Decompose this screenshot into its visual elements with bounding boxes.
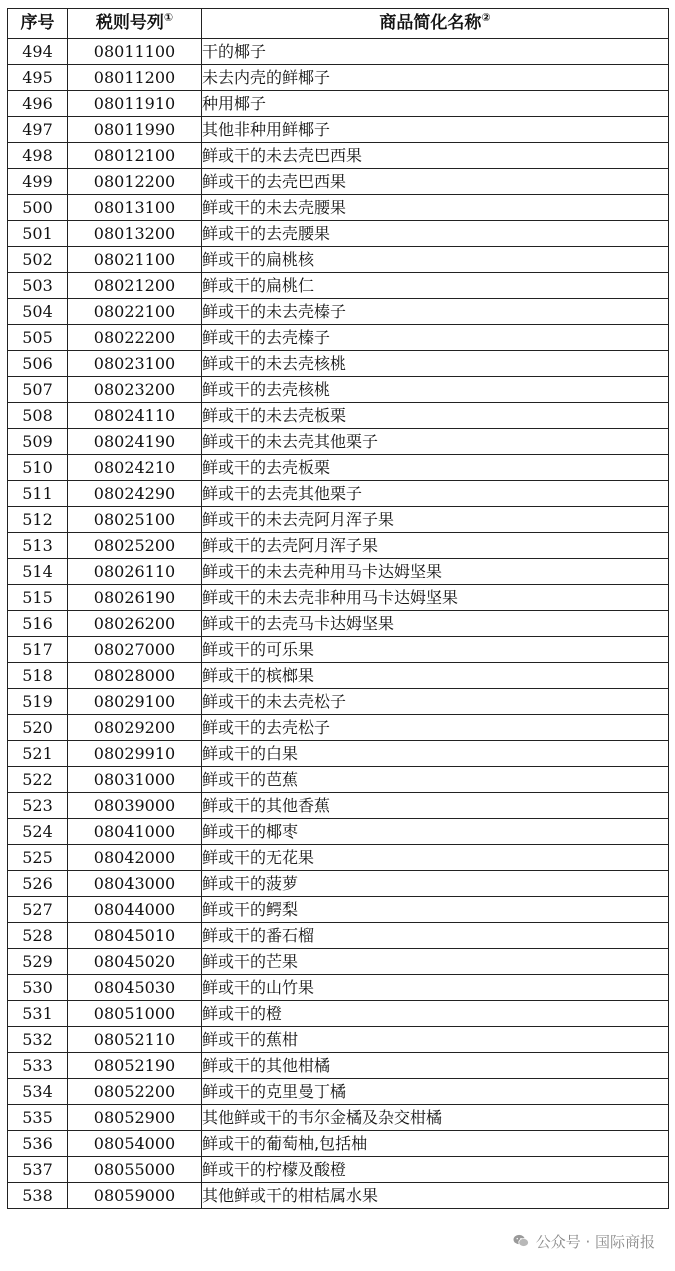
table-row	[8, 1001, 669, 1027]
table-row	[8, 195, 669, 221]
table-row	[8, 949, 669, 975]
row-name-cell: 鲜或干的未去壳榛子	[202, 299, 669, 325]
row-index-cell: 525	[8, 845, 68, 871]
row-code-cell: 08051000	[68, 1001, 202, 1027]
row-code-cell: 08021200	[68, 273, 202, 299]
table-row	[8, 403, 669, 429]
row-index-cell: 509	[8, 429, 68, 455]
row-code-cell: 08025200	[68, 533, 202, 559]
row-code-cell: 08024290	[68, 481, 202, 507]
row-index-cell: 534	[8, 1079, 68, 1105]
row-code-cell: 08052110	[68, 1027, 202, 1053]
watermark-text: 公众号 · 国际商报	[535, 1232, 655, 1251]
row-name-cell: 鲜或干的去壳板栗	[202, 455, 669, 481]
row-name-cell: 鲜或干的扁桃仁	[202, 273, 669, 299]
table-row	[8, 91, 669, 117]
row-name-cell: 种用椰子	[202, 91, 669, 117]
row-index-cell: 511	[8, 481, 68, 507]
row-code-cell: 08011990	[68, 117, 202, 143]
row-name-cell: 鲜或干的去壳马卡达姆坚果	[202, 611, 669, 637]
table-row	[8, 663, 669, 689]
header-code	[68, 9, 202, 39]
table-row	[8, 611, 669, 637]
row-index-cell: 531	[8, 1001, 68, 1027]
table-row	[8, 637, 669, 663]
row-index-cell: 515	[8, 585, 68, 611]
row-code-cell: 08028000	[68, 663, 202, 689]
document-page	[7, 8, 668, 1209]
table-row	[8, 377, 669, 403]
table-row	[8, 481, 669, 507]
row-index-cell: 535	[8, 1105, 68, 1131]
header-name-footnote: ②	[481, 11, 491, 24]
row-name-cell: 鲜或干的去壳阿月浑子果	[202, 533, 669, 559]
row-code-cell: 08011100	[68, 39, 202, 65]
row-name-cell: 鲜或干的扁桃核	[202, 247, 669, 273]
row-index-cell: 536	[8, 1131, 68, 1157]
table-body	[8, 39, 669, 1209]
table-row	[8, 455, 669, 481]
table-row	[8, 65, 669, 91]
row-code-cell: 08023100	[68, 351, 202, 377]
row-index-cell: 495	[8, 65, 68, 91]
row-index-cell: 506	[8, 351, 68, 377]
table-row	[8, 793, 669, 819]
row-code-cell: 08029200	[68, 715, 202, 741]
table-row	[8, 325, 669, 351]
row-index-cell: 517	[8, 637, 68, 663]
row-name-cell: 鲜或干的去壳巴西果	[202, 169, 669, 195]
row-index-cell: 529	[8, 949, 68, 975]
table-row	[8, 819, 669, 845]
row-name-cell: 鲜或干的番石榴	[202, 923, 669, 949]
row-code-cell: 08012200	[68, 169, 202, 195]
header-index	[8, 9, 68, 39]
row-index-cell: 507	[8, 377, 68, 403]
row-index-cell: 494	[8, 39, 68, 65]
row-index-cell: 513	[8, 533, 68, 559]
row-code-cell: 08044000	[68, 897, 202, 923]
table-row	[8, 689, 669, 715]
row-index-cell: 512	[8, 507, 68, 533]
row-name-cell: 鲜或干的去壳其他栗子	[202, 481, 669, 507]
row-name-cell: 鲜或干的未去壳非种用马卡达姆坚果	[202, 585, 669, 611]
table-row	[8, 117, 669, 143]
header-code-footnote: ①	[163, 11, 174, 24]
row-code-cell: 08052900	[68, 1105, 202, 1131]
row-name-cell: 鲜或干的白果	[202, 741, 669, 767]
row-name-cell: 未去内壳的鲜椰子	[202, 65, 669, 91]
row-index-cell: 527	[8, 897, 68, 923]
table-row	[8, 247, 669, 273]
row-name-cell: 鲜或干的未去壳巴西果	[202, 143, 669, 169]
row-code-cell: 08029910	[68, 741, 202, 767]
row-name-cell: 鲜或干的其他香蕉	[202, 793, 669, 819]
wechat-icon	[512, 1232, 530, 1250]
row-code-cell: 08055000	[68, 1157, 202, 1183]
row-code-cell: 08031000	[68, 767, 202, 793]
row-index-cell: 521	[8, 741, 68, 767]
row-index-cell: 505	[8, 325, 68, 351]
row-name-cell: 鲜或干的橙	[202, 1001, 669, 1027]
row-name-cell: 鲜或干的菠萝	[202, 871, 669, 897]
row-code-cell: 08026110	[68, 559, 202, 585]
table-row	[8, 559, 669, 585]
row-code-cell: 08013200	[68, 221, 202, 247]
row-index-cell: 532	[8, 1027, 68, 1053]
row-index-cell: 524	[8, 819, 68, 845]
header-row	[8, 9, 669, 39]
row-name-cell: 鲜或干的鳄梨	[202, 897, 669, 923]
row-name-cell: 鲜或干的未去壳腰果	[202, 195, 669, 221]
watermark	[508, 1229, 659, 1253]
row-name-cell: 鲜或干的槟榔果	[202, 663, 669, 689]
table-row	[8, 897, 669, 923]
row-code-cell: 08025100	[68, 507, 202, 533]
row-name-cell: 鲜或干的未去壳其他栗子	[202, 429, 669, 455]
row-name-cell: 鲜或干的蕉柑	[202, 1027, 669, 1053]
row-name-cell: 鲜或干的克里曼丁橘	[202, 1079, 669, 1105]
row-code-cell: 08045030	[68, 975, 202, 1001]
table-row	[8, 1157, 669, 1183]
table-row	[8, 299, 669, 325]
row-index-cell: 519	[8, 689, 68, 715]
row-code-cell: 08054000	[68, 1131, 202, 1157]
row-index-cell: 496	[8, 91, 68, 117]
row-name-cell: 鲜或干的去壳松子	[202, 715, 669, 741]
row-name-cell: 鲜或干的去壳腰果	[202, 221, 669, 247]
row-name-cell: 鲜或干的芭蕉	[202, 767, 669, 793]
table-row	[8, 143, 669, 169]
table-row	[8, 975, 669, 1001]
row-index-cell: 504	[8, 299, 68, 325]
row-index-cell: 522	[8, 767, 68, 793]
row-name-cell: 鲜或干的其他柑橘	[202, 1053, 669, 1079]
row-name-cell: 鲜或干的未去壳种用马卡达姆坚果	[202, 559, 669, 585]
table-row	[8, 429, 669, 455]
row-code-cell: 08042000	[68, 845, 202, 871]
row-name-cell: 鲜或干的未去壳板栗	[202, 403, 669, 429]
table-row	[8, 715, 669, 741]
row-code-cell: 08059000	[68, 1183, 202, 1209]
row-index-cell: 500	[8, 195, 68, 221]
row-index-cell: 538	[8, 1183, 68, 1209]
row-code-cell: 08029100	[68, 689, 202, 715]
row-index-cell: 497	[8, 117, 68, 143]
row-code-cell: 08021100	[68, 247, 202, 273]
header-code-label: 税则号列	[95, 13, 164, 33]
table-row	[8, 741, 669, 767]
row-name-cell: 干的椰子	[202, 39, 669, 65]
row-name-cell: 其他鲜或干的韦尔金橘及杂交柑橘	[202, 1105, 669, 1131]
row-code-cell: 08041000	[68, 819, 202, 845]
table-header	[8, 9, 669, 39]
table-row	[8, 169, 669, 195]
row-index-cell: 533	[8, 1053, 68, 1079]
table-row	[8, 1131, 669, 1157]
row-code-cell: 08027000	[68, 637, 202, 663]
row-code-cell: 08026200	[68, 611, 202, 637]
table-row	[8, 1027, 669, 1053]
row-index-cell: 526	[8, 871, 68, 897]
row-name-cell: 鲜或干的椰枣	[202, 819, 669, 845]
row-name-cell: 其他鲜或干的柑桔属水果	[202, 1183, 669, 1209]
row-name-cell: 鲜或干的去壳榛子	[202, 325, 669, 351]
table-row	[8, 1105, 669, 1131]
row-index-cell: 514	[8, 559, 68, 585]
row-code-cell: 08023200	[68, 377, 202, 403]
header-name-label: 商品简化名称	[379, 13, 482, 33]
row-index-cell: 510	[8, 455, 68, 481]
row-code-cell: 08052190	[68, 1053, 202, 1079]
row-name-cell: 鲜或干的未去壳核桃	[202, 351, 669, 377]
table-row	[8, 507, 669, 533]
row-index-cell: 503	[8, 273, 68, 299]
row-code-cell: 08011200	[68, 65, 202, 91]
header-name	[202, 9, 669, 39]
row-index-cell: 520	[8, 715, 68, 741]
table-row	[8, 585, 669, 611]
row-code-cell: 08012100	[68, 143, 202, 169]
row-name-cell: 鲜或干的去壳核桃	[202, 377, 669, 403]
row-index-cell: 523	[8, 793, 68, 819]
row-name-cell: 鲜或干的山竹果	[202, 975, 669, 1001]
table-row	[8, 1183, 669, 1209]
table-row	[8, 923, 669, 949]
row-name-cell: 鲜或干的未去壳松子	[202, 689, 669, 715]
row-code-cell: 08052200	[68, 1079, 202, 1105]
row-name-cell: 鲜或干的无花果	[202, 845, 669, 871]
row-index-cell: 499	[8, 169, 68, 195]
table-row	[8, 1053, 669, 1079]
table-row	[8, 845, 669, 871]
row-index-cell: 498	[8, 143, 68, 169]
row-name-cell: 其他非种用鲜椰子	[202, 117, 669, 143]
table-row	[8, 351, 669, 377]
table-row	[8, 767, 669, 793]
tariff-table	[7, 8, 669, 1209]
row-name-cell: 鲜或干的未去壳阿月浑子果	[202, 507, 669, 533]
row-index-cell: 528	[8, 923, 68, 949]
row-code-cell: 08022100	[68, 299, 202, 325]
table-row	[8, 533, 669, 559]
row-index-cell: 502	[8, 247, 68, 273]
row-index-cell: 516	[8, 611, 68, 637]
row-index-cell: 537	[8, 1157, 68, 1183]
table-row	[8, 273, 669, 299]
row-code-cell: 08024190	[68, 429, 202, 455]
row-code-cell: 08011910	[68, 91, 202, 117]
row-code-cell: 08039000	[68, 793, 202, 819]
table-row	[8, 221, 669, 247]
row-code-cell: 08022200	[68, 325, 202, 351]
row-name-cell: 鲜或干的柠檬及酸橙	[202, 1157, 669, 1183]
table-row	[8, 871, 669, 897]
row-code-cell: 08045020	[68, 949, 202, 975]
row-code-cell: 08024210	[68, 455, 202, 481]
row-name-cell: 鲜或干的芒果	[202, 949, 669, 975]
row-index-cell: 508	[8, 403, 68, 429]
row-name-cell: 鲜或干的葡萄柚,包括柚	[202, 1131, 669, 1157]
table-row	[8, 39, 669, 65]
row-name-cell: 鲜或干的可乐果	[202, 637, 669, 663]
header-index-label: 序号	[20, 13, 55, 33]
row-index-cell: 518	[8, 663, 68, 689]
row-code-cell: 08013100	[68, 195, 202, 221]
row-code-cell: 08024110	[68, 403, 202, 429]
row-code-cell: 08043000	[68, 871, 202, 897]
table-row	[8, 1079, 669, 1105]
row-code-cell: 08045010	[68, 923, 202, 949]
row-index-cell: 530	[8, 975, 68, 1001]
row-code-cell: 08026190	[68, 585, 202, 611]
row-index-cell: 501	[8, 221, 68, 247]
